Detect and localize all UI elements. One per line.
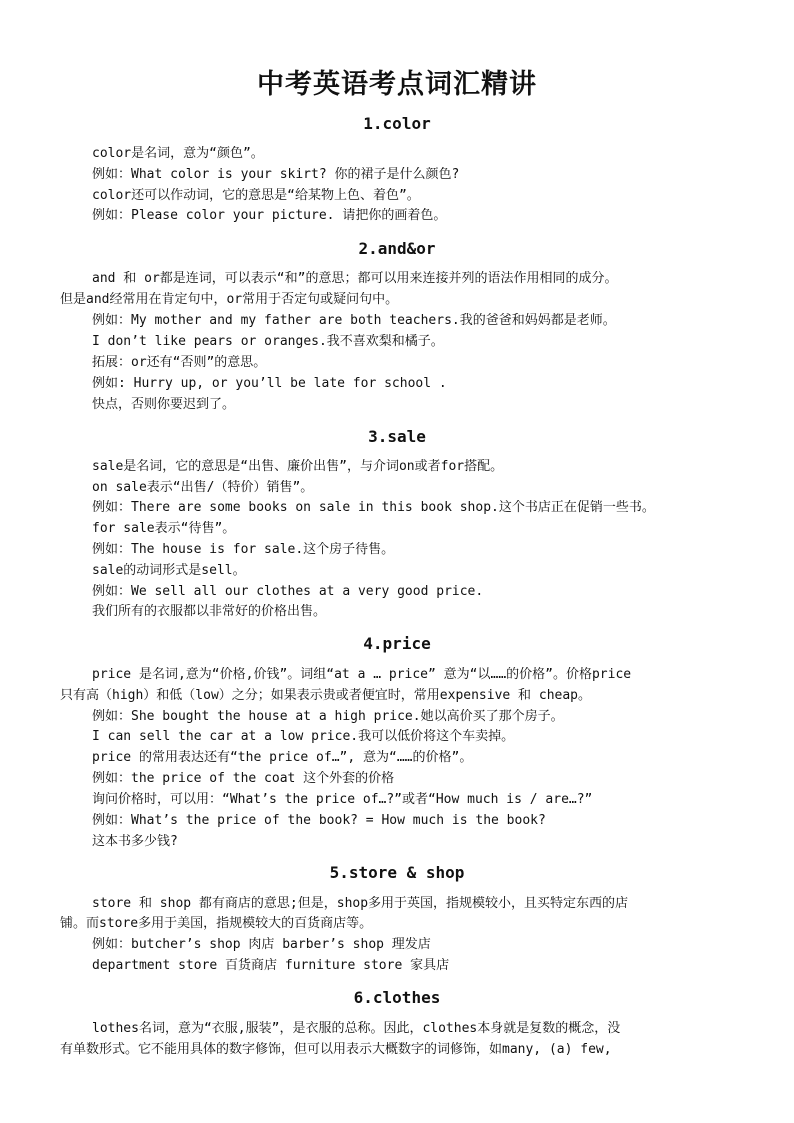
section-heading-and-or: 2.and&or (358, 239, 436, 258)
paragraph-line: 例如：The house is for sale.这个房子待售。 (92, 542, 395, 557)
paragraph-line: 拓展：or还有“否则”的意思。 (92, 355, 267, 370)
paragraph-line: 例如：What color is your skirt? 你的裙子是什么颜色? (92, 167, 460, 182)
paragraph-line: 铺。而store多用于美国，指规模较大的百货商店等。 (60, 916, 373, 931)
section-heading-price: 4.price (363, 634, 431, 653)
paragraph-line: on sale表示“出售/（特价）销售”。 (92, 480, 314, 495)
page-title: 中考英语考点词汇精讲 (257, 69, 537, 100)
paragraph-line: 有单数形式。它不能用具体的数字修饰，但可以用表示大概数字的词修饰，如many, (a) few, (60, 1042, 612, 1057)
paragraph-line: 例如：the price of the coat 这个外套的价格 (92, 771, 395, 786)
paragraph-line: 例如：What’s the price of the book? = How much is the book? (92, 813, 546, 828)
paragraph-line: 例如：There are some books on sale in this book shop.这个书店正在促销一些书。 (92, 500, 655, 515)
paragraph-line: I can sell the car at a low price.我可以低价将这个车卖掉。 (92, 729, 515, 744)
paragraph-line: sale是名词，它的意思是“出售、廉价出售”，与介词on或者for搭配。 (92, 459, 504, 474)
section-heading-color: 1.color (363, 114, 431, 133)
paragraph-line: 快点，否则你要迟到了。 (92, 397, 236, 412)
paragraph-line: 但是and经常用在肯定句中，or常用于否定句或疑问句中。 (60, 292, 399, 307)
paragraph-line: 我们所有的衣服都以非常好的价格出售。 (92, 604, 327, 619)
paragraph-line: sale的动词形式是sell。 (92, 563, 246, 578)
paragraph-line: 这本书多少钱? (92, 834, 178, 849)
paragraph-line: 例如：butcher’s shop 肉店 barber’s shop 理发店 (92, 937, 431, 952)
paragraph-line: color还可以作动词，它的意思是“给某物上色、着色”。 (92, 188, 420, 203)
paragraph-line: 例如：Please color your picture. 请把你的画着色。 (92, 208, 447, 223)
paragraph-line: store 和 shop 都有商店的意思;但是，shop多用于英国，指规模较小，且买特定东西的店 (92, 896, 629, 911)
paragraph-line: I don’t like pears or oranges.我不喜欢梨和橘子。 (92, 334, 444, 349)
paragraph-line: price 是名词,意为“价格,价钱”。词组“at a … price” 意为“以……的价格”。价格price (92, 667, 632, 682)
section-heading-clothes: 6.clothes (353, 988, 441, 1007)
paragraph-line: 例如：She bought the house at a high price.她以高价买了那个房子。 (92, 709, 564, 724)
paragraph-line: 例如：We sell all our clothes at a very good price. (92, 584, 484, 599)
paragraph-line: color是名词，意为“颜色”。 (92, 146, 264, 161)
paragraph-line: and 和 or都是连词，可以表示“和”的意思；都可以用来连接并列的语法作用相同的成分。 (92, 271, 618, 286)
section-heading-store-shop: 5.store & shop (329, 863, 465, 882)
paragraph-line: lothes名词，意为“衣服,服装”，是衣服的总称。因此，clothes本身就是复数的概念，没 (92, 1021, 621, 1036)
paragraph-line: for sale表示“待售”。 (92, 521, 236, 536)
paragraph-line: price 的常用表达还有“the price of…”, 意为“……的价格”。 (92, 750, 473, 765)
paragraph-line: 例如：My mother and my father are both teachers.我的爸爸和妈妈都是老师。 (92, 313, 616, 328)
paragraph-line: department store 百货商店 furniture store 家具店 (92, 958, 450, 973)
paragraph-line: 例如: Hurry up, or you’ll be late for school . (92, 376, 447, 391)
section-heading-sale: 3.sale (368, 427, 426, 446)
paragraph-line: 只有高（high）和低（low）之分；如果表示贵或者便宜时，常用expensive 和 cheap。 (60, 688, 592, 703)
paragraph-line: 询问价格时，可以用：“What’s the price of…?”或者“How much is / are…?” (92, 792, 593, 807)
